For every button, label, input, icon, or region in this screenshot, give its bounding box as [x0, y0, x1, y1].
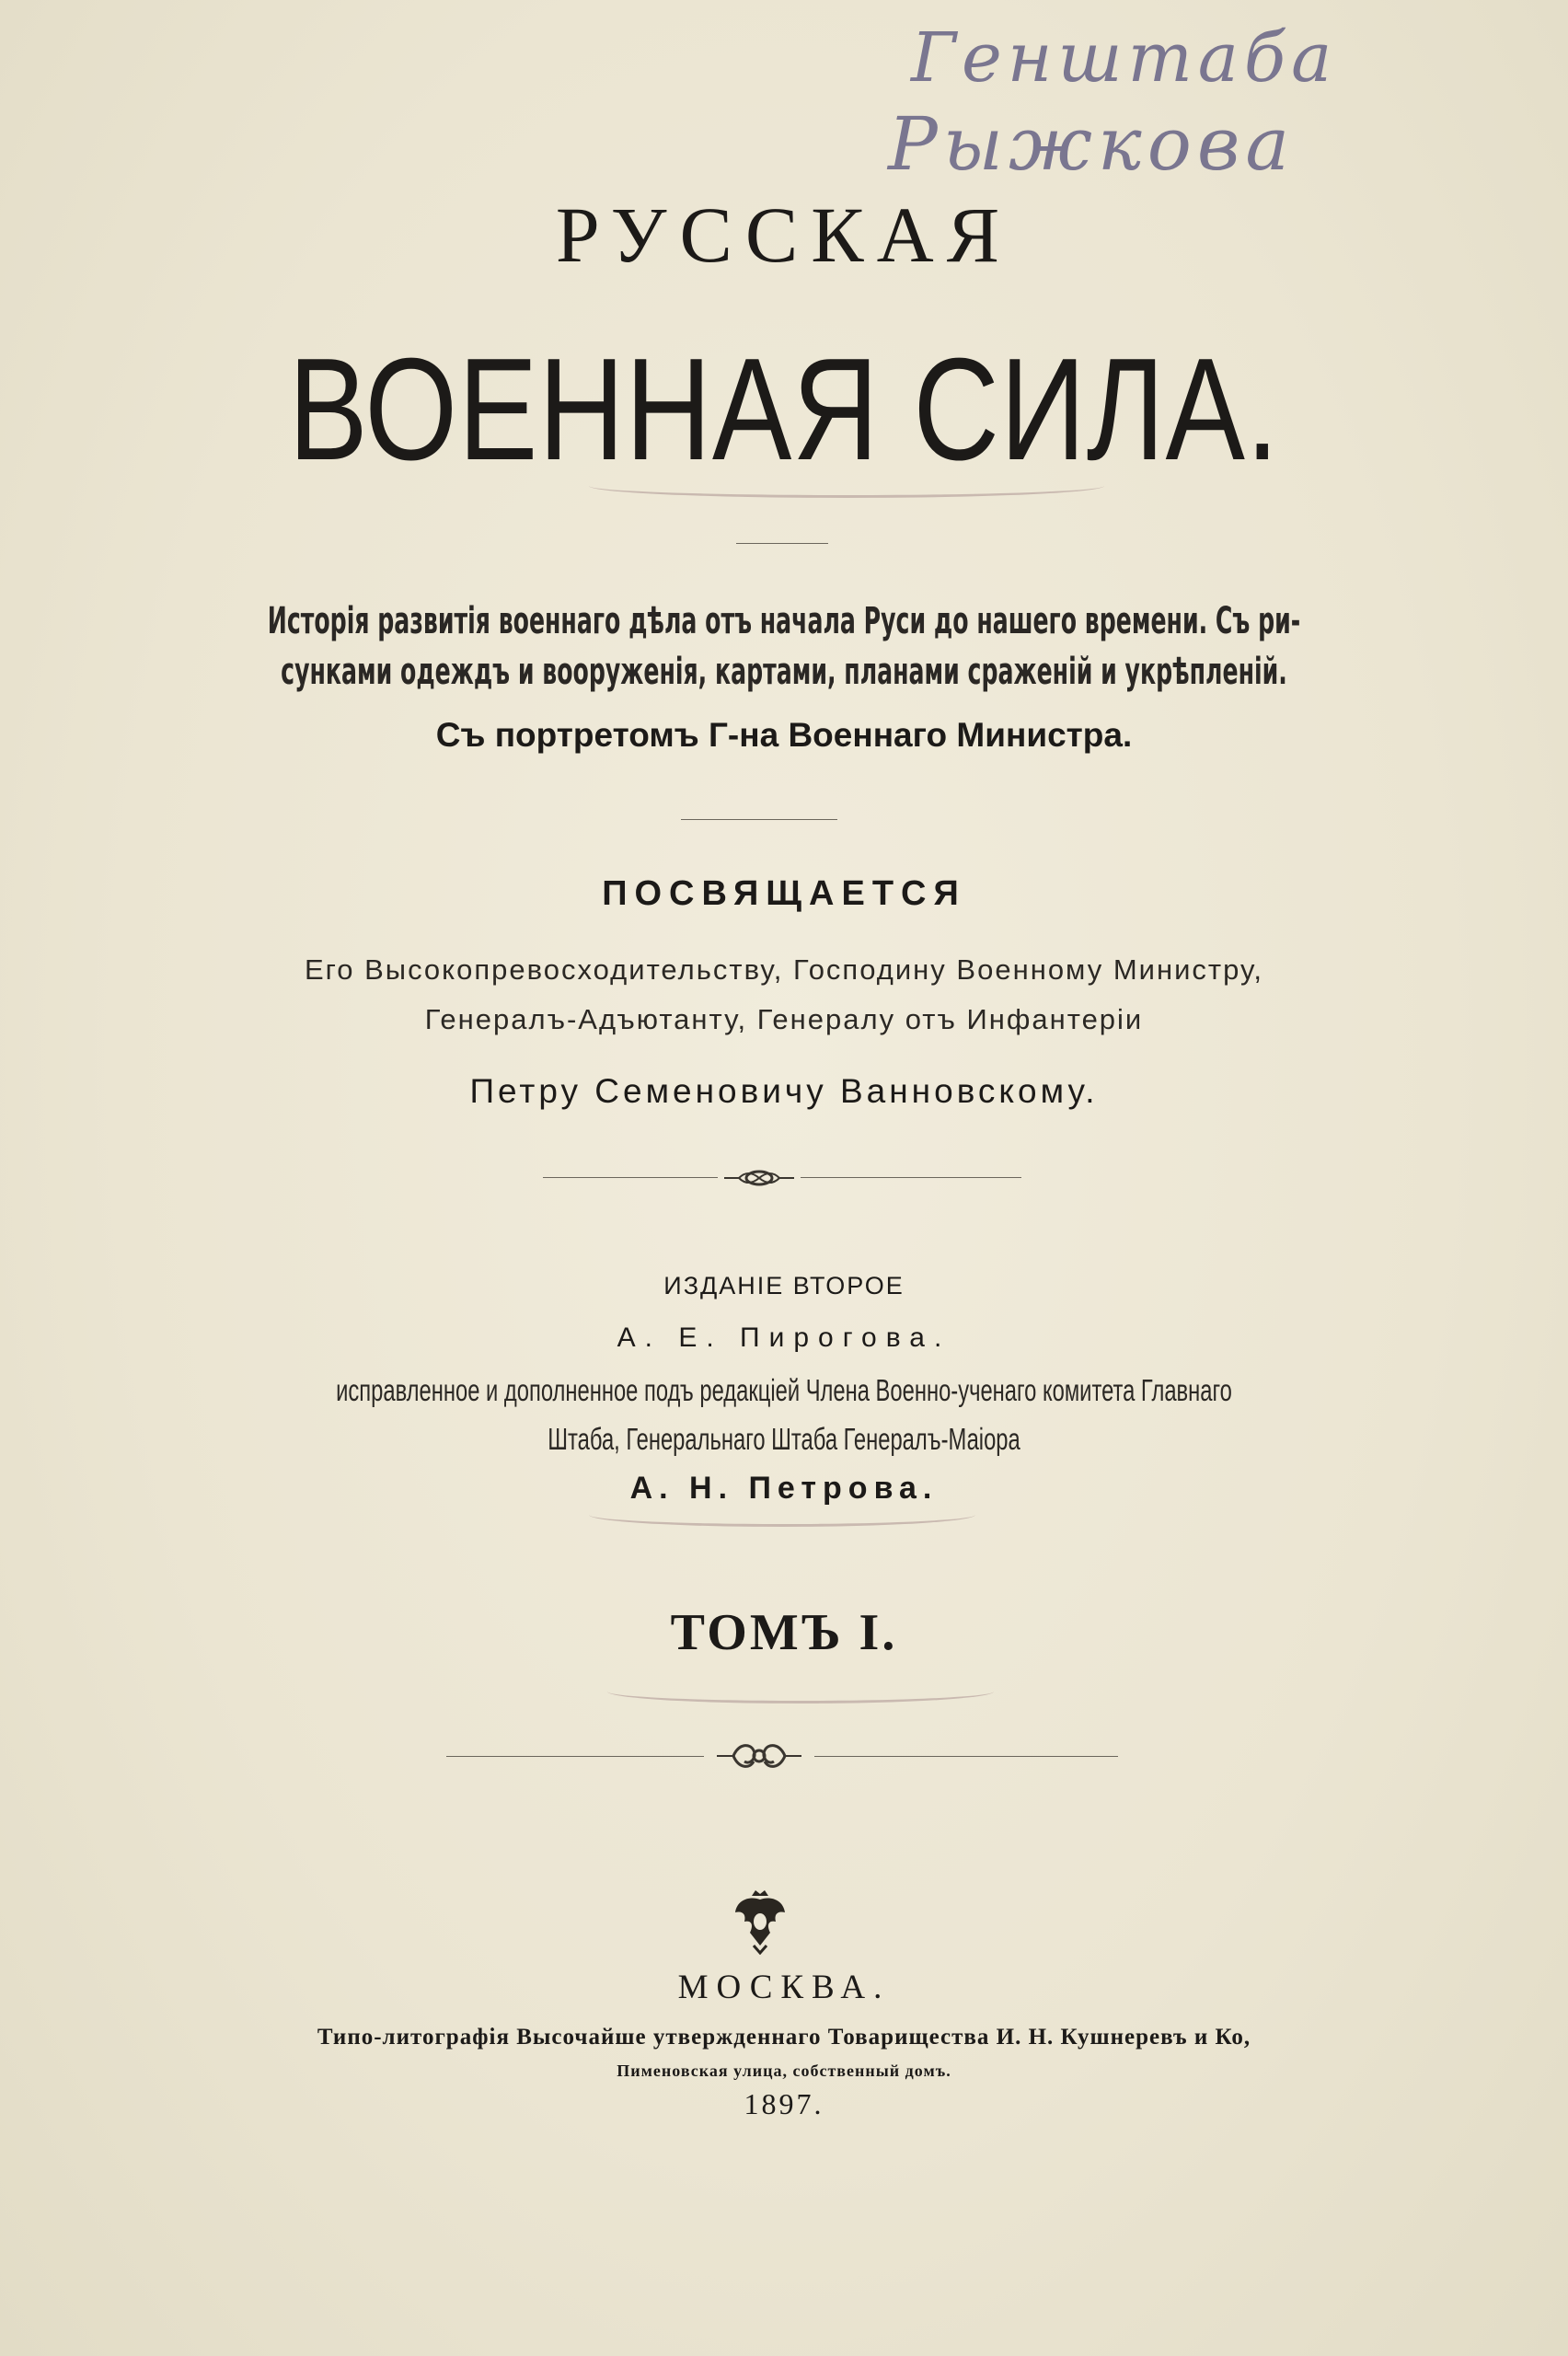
dedication-line-2: Генералъ-Адъютанту, Генералу отъ Инфантеріи: [424, 1003, 1144, 1035]
title-flourish: [589, 486, 1104, 498]
imprint-city: МОСКВА.: [677, 1969, 891, 2006]
description-line-2: сунками одеждъ и вооруженія, картами, планами сраженій и укрѣпленій.: [281, 651, 1287, 693]
divider-rule: [736, 543, 828, 544]
inscription-line-2: Рыжкова: [888, 101, 1296, 187]
dedication-heading: ПОСВЯЩАЕТСЯ: [602, 874, 966, 913]
edition-editor: А. Н. Петрова.: [629, 1471, 939, 1506]
inscription-line-1: Генштаба: [911, 18, 1338, 98]
edition-line-1: исправленное и дополненное подъ редакціей Члена Военно-ученаго комитета Главнаго: [336, 1373, 1232, 1407]
volume-label: ТОМЪ I.: [670, 1604, 898, 1661]
divider-rule: [814, 1756, 1118, 1757]
edition-flourish: [589, 1515, 975, 1527]
divider-rule: [681, 819, 837, 820]
double-headed-eagle-icon: [730, 1887, 790, 1955]
ornament-icon: [713, 1738, 805, 1774]
dedication-name: Петру Семеновичу Ванновскому.: [469, 1072, 1099, 1110]
divider-rule: [543, 1177, 718, 1178]
imprint-printer: Типо-литографія Высочайше утвержденнаго Товарищества И. Н. Кушнеревъ и Ко,: [317, 2025, 1251, 2050]
divider-rule: [801, 1177, 1021, 1178]
description-line-1: Исторія развитія военнаго дѣла отъ начала Руси до нашего времени. Съ ри-: [267, 600, 1301, 642]
edition-line-2: Штаба, Генеральнаго Штаба Генералъ-Маіора: [548, 1422, 1020, 1456]
divider-rule: [446, 1756, 704, 1757]
ornament-icon: [722, 1165, 796, 1191]
imprint-address: Пименовская улица, собственный домъ.: [617, 2062, 951, 2080]
volume-flourish: [607, 1692, 994, 1703]
portrait-note: Съ портретомъ Г-на Военнаго Министра.: [435, 716, 1133, 754]
edition-heading: ИЗДАНІЕ ВТОРОЕ: [663, 1272, 905, 1299]
title-line-2: ВОЕННАЯ СИЛА.: [288, 329, 1280, 491]
edition-publisher: А. Е. Пирогова.: [617, 1322, 951, 1353]
dedication-line-1: Его Высокопревосходительству, Господину Военному Министру,: [304, 953, 1264, 986]
imprint-year: 1897.: [744, 2087, 824, 2120]
title-line-1: РУССКАЯ: [555, 191, 1013, 279]
